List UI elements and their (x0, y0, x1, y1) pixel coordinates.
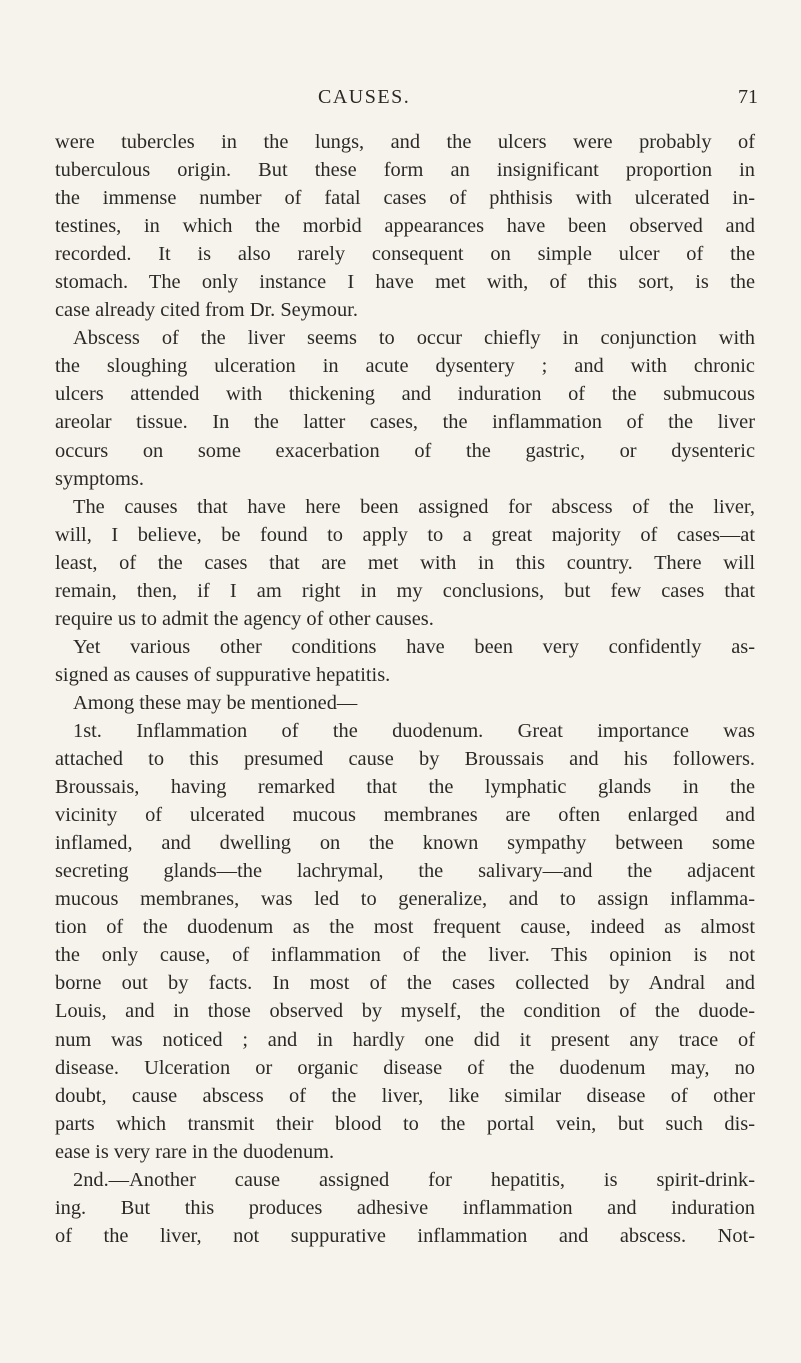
text-line: The causes that have here been assigned for abscess of the liver, (73, 495, 755, 518)
text-line: the immense number of fatal cases of phthisis with ulcerated in- (55, 187, 755, 210)
text-line: borne out by facts. In most of the cases collected by Andral and (55, 972, 755, 995)
text-line: testines, in which the morbid appearances have been observed and (55, 215, 755, 238)
text-line: case already cited from Dr. Seymour. (55, 299, 358, 322)
text-line: stomach. The only instance I have met with, of this sort, is the (55, 271, 755, 294)
text-line: occurs on some exacerbation of the gastric, or dysenteric (55, 439, 755, 462)
text-line: Abscess of the liver seems to occur chiefly in conjunction with (73, 327, 755, 350)
text-line: 1st. Inflammation of the duodenum. Great importance was (73, 719, 755, 742)
text-line: secreting glands—the lachrymal, the salivary—and the adjacent (55, 860, 755, 883)
text-line: Yet various other conditions have been very confidently as- (73, 635, 755, 658)
text-line: tion of the duodenum as the most frequent cause, indeed as almost (55, 916, 755, 939)
text-line: disease. Ulceration or organic disease of the duodenum may, no (55, 1056, 755, 1079)
text-line: tuberculous origin. But these form an insignificant proportion in (55, 159, 755, 182)
text-line: areolar tissue. In the latter cases, the inflammation of the liver (55, 411, 755, 434)
text-line: Louis, and in those observed by myself, the condition of the duode- (55, 1000, 755, 1023)
text-line: ease is very rare in the duodenum. (55, 1140, 335, 1163)
text-line: require us to admit the agency of other causes. (55, 607, 434, 630)
text-line: of the liver, not suppurative inflammation and abscess. Not- (55, 1224, 755, 1247)
text-line: will, I believe, be found to apply to a great majority of cases—at (55, 523, 755, 546)
text-line: ing. But this produces adhesive inflammation and induration (55, 1196, 755, 1219)
text-line: ulcers attended with thickening and induration of the submucous (55, 383, 755, 406)
text-line: recorded. It is also rarely consequent on simple ulcer of the (55, 243, 755, 266)
text-line: Broussais, having remarked that the lymphatic glands in the (55, 776, 755, 799)
text-line: attached to this presumed cause by Broussais and his followers. (55, 748, 755, 771)
text-line: were tubercles in the lungs, and the ulcers were probably of (55, 131, 755, 153)
text-line: remain, then, if I am right in my conclusions, but few cases that (55, 579, 755, 602)
text-line: doubt, cause abscess of the liver, like similar disease of other (55, 1084, 755, 1107)
text-line: vicinity of ulcerated mucous membranes are often enlarged and (55, 804, 755, 827)
text-line: the only cause, of inflammation of the liver. This opinion is not (55, 944, 755, 967)
running-title: CAUSES. (318, 86, 411, 108)
text-line: signed as causes of suppurative hepatitis. (55, 663, 391, 686)
text-line: Among these may be mentioned— (73, 691, 358, 714)
text-line: inflamed, and dwelling on the known sympathy between some (55, 832, 755, 855)
text-line: mucous membranes, was led to generalize, and to assign inflamma- (55, 888, 755, 911)
page-number: 71 (738, 86, 758, 108)
running-head (0, 86, 801, 110)
body-text (55, 128, 755, 1250)
text-line: symptoms. (55, 467, 144, 490)
text-line: 2nd.—Another cause assigned for hepatitis, is spirit-drink- (73, 1168, 755, 1191)
text-line: least, of the cases that are met with in this country. There will (55, 551, 755, 574)
text-line: parts which transmit their blood to the portal vein, but such dis- (55, 1112, 755, 1135)
text-line: the sloughing ulceration in acute dysentery ; and with chronic (55, 355, 755, 378)
text-line: num was noticed ; and in hardly one did it present any trace of (55, 1028, 755, 1051)
